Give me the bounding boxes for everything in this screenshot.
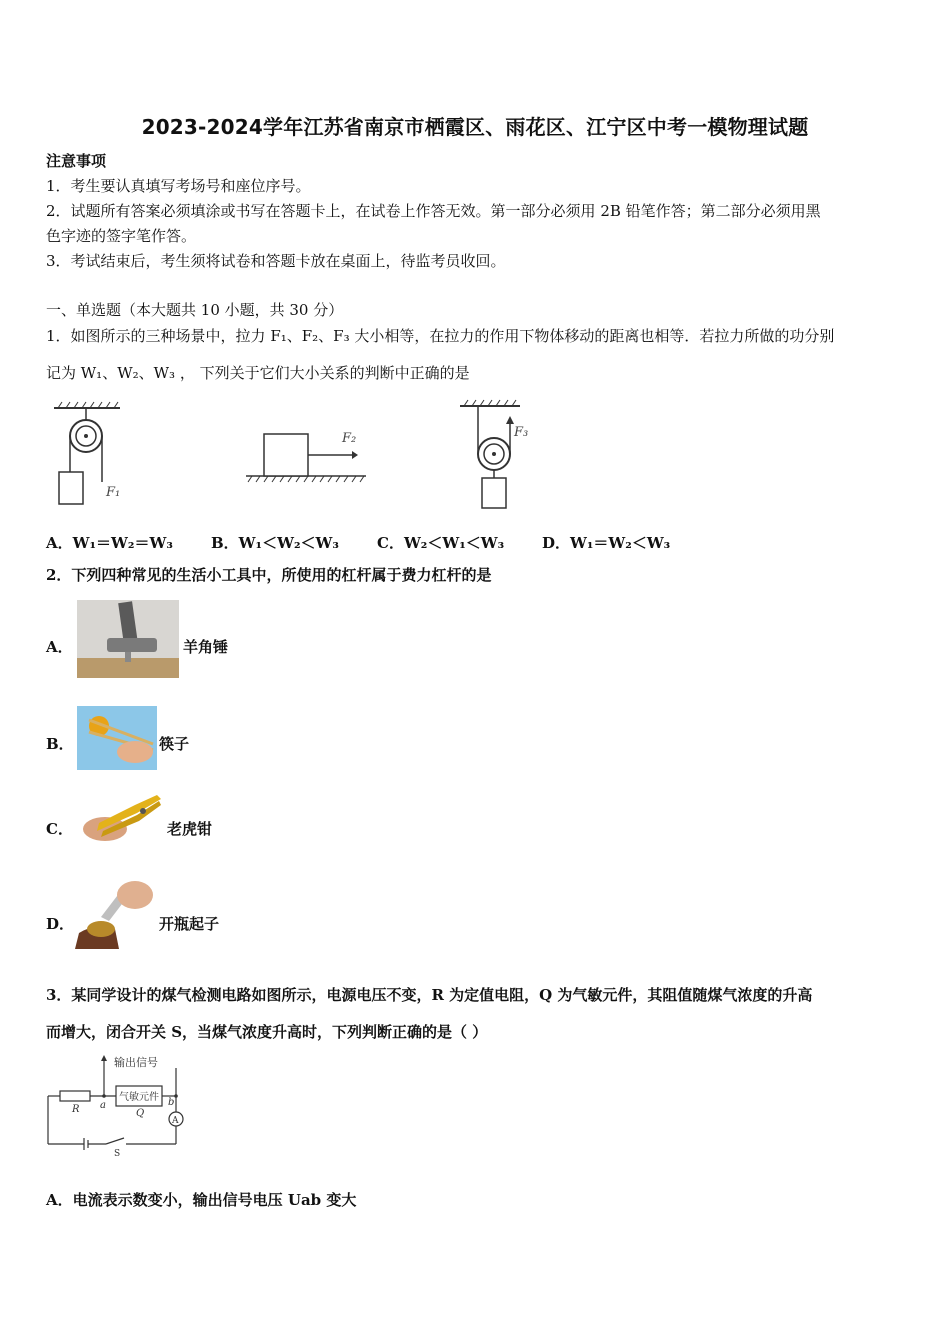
q3-stem-line2: 而增大，闭合开关 S，当煤气浓度升高时，下列判断正确的是（ ） [46, 1023, 488, 1041]
q2-option-d-letter[interactable]: D． [46, 915, 75, 933]
circuit-s-label: S [114, 1149, 121, 1159]
q3-option-a[interactable]: A．电流表示数变小，输出信号电压 Uab 变大 [46, 1191, 357, 1209]
notice-item: 色字迹的签字笔作答。 [46, 227, 197, 245]
notice-item: 3．考试结束后，考生须将试卷和答题卡放在桌面上，待监考员收回。 [46, 252, 506, 270]
q1-option-c[interactable]: C．W₂＜W₁＜W₃ [377, 534, 505, 552]
horizontal-pull-scene [246, 431, 366, 482]
q2-option-b-text: 筷子 [159, 735, 190, 753]
q3-circuit-diagram [44, 1052, 194, 1162]
page-title: 2023-2024学年江苏省南京市栖霞区、雨花区、江宁区中考一模物理试题 [141, 115, 809, 139]
q1-option-a[interactable]: A．W₁＝W₂＝W₃ [46, 534, 173, 552]
q1-stem-line2: 记为 W₁、W₂、W₃ ， 下列关于它们大小关系的判断中正确的是 [46, 364, 470, 382]
circuit-r-label: R [72, 1104, 80, 1115]
q1-stem-line1: 1．如图所示的三种场景中，拉力 F₁、F₂、F₃ 大小相等，在拉力的作用下物体移动的距离也相等．若拉力所做的功分别 [46, 327, 835, 345]
circuit-b-label: b [168, 1097, 175, 1108]
q1-option-d[interactable]: D．W₁＝W₂＜W₃ [542, 534, 671, 552]
ammeter-label: A [172, 1116, 179, 1126]
q2-option-a-letter[interactable]: A． [46, 638, 73, 656]
q1-option-b[interactable]: B．W₁＜W₂＜W₃ [211, 534, 339, 552]
q2-option-b-letter[interactable]: B． [46, 735, 74, 753]
q2-stem: 2．下列四种常见的生活小工具中，所使用的杠杆属于费力杠杆的是 [46, 566, 492, 584]
q2-option-c-text: 老虎钳 [167, 820, 213, 838]
notice-item: 2．试题所有答案必须填涂或书写在答题卡上，在试卷上作答无效。第一部分必须用 2B 铅笔作答；第二部分必须用黑 [46, 202, 821, 220]
q3-stem-line1: 3．某同学设计的煤气检测电路如图所示，电源电压不变，R 为定值电阻，Q 为气敏元件，其阻值随煤气浓度的升高 [46, 986, 813, 1004]
f2-label: F₂ [342, 431, 357, 446]
circuit-output-label: 输出信号 [114, 1056, 158, 1069]
q2-option-d-text: 开瓶起子 [159, 915, 220, 933]
circuit-sensor-label: 气敏元件 [119, 1092, 159, 1103]
q2-option-a-text: 羊角锤 [183, 638, 229, 656]
notice-heading: 注意事项 [46, 152, 107, 170]
q2-option-c-letter[interactable]: C． [46, 820, 73, 838]
q1-figure [46, 398, 546, 516]
section-heading: 一、单选题（本大题共 10 小题，共 30 分） [46, 301, 344, 319]
fixed-pulley-scene [54, 402, 120, 504]
circuit-a-label: a [100, 1100, 106, 1111]
circuit-q-label: Q [136, 1108, 145, 1119]
chopsticks-photo [77, 706, 157, 770]
claw-hammer-photo [77, 600, 179, 678]
pliers-photo [77, 791, 165, 853]
movable-pulley-scene [460, 400, 528, 508]
bottle-opener-photo [75, 873, 157, 949]
notice-item: 1．考生要认真填写考场号和座位序号。 [46, 177, 311, 195]
f3-label: F₃ [514, 425, 529, 440]
f1-label: F₁ [106, 485, 121, 500]
